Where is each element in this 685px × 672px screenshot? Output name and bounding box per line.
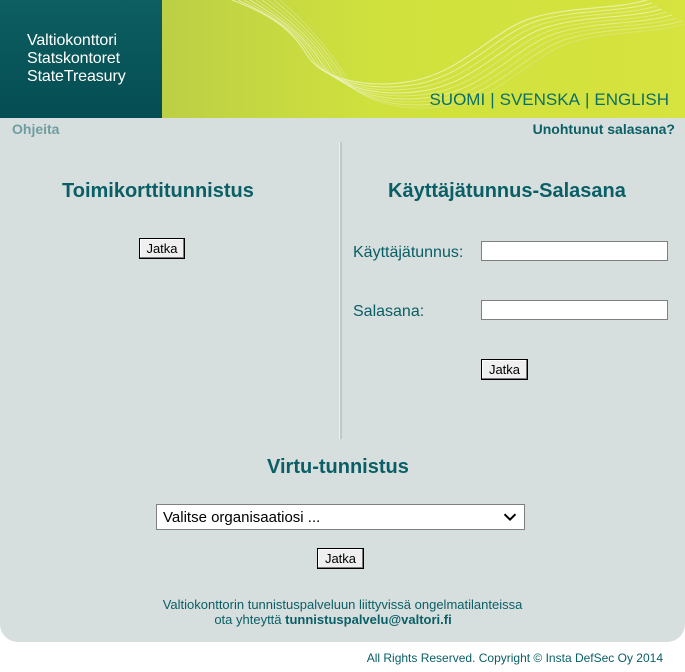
organization-logo (0, 0, 162, 118)
card-auth-continue-button[interactable]: Jatka (139, 238, 185, 259)
support-message (0, 597, 685, 627)
language-separator: | (490, 90, 495, 109)
header (0, 0, 685, 118)
virtu-auth-title: Virtu-tunnistus (267, 456, 409, 478)
logo-line-finnish: Valtiokonttori (27, 32, 117, 49)
support-line: Valtiokonttorin tunnistuspalveluun liittyvissä ongelmatilanteissa (162, 597, 523, 612)
language-suomi-link[interactable]: SUOMI (429, 90, 486, 109)
support-contact-prefix: ota yhteyttä (214, 612, 282, 627)
language-english-link[interactable]: ENGLISH (594, 90, 669, 109)
chevron-down-icon (503, 512, 517, 522)
password-input[interactable] (481, 300, 668, 320)
copyright-notice: All Rights Reserved. Copyright © Insta DefSec Oy 2014 (366, 651, 663, 665)
username-label: Käyttäjätunnus: (353, 244, 464, 261)
forgot-password-link[interactable]: Unohtunut salasana? (532, 121, 675, 137)
section-divider (339, 142, 342, 439)
password-auth-continue-button[interactable]: Jatka (481, 359, 528, 380)
organization-select-value: Valitse organisaatiosi ... (163, 509, 321, 526)
help-link[interactable]: Ohjeita (12, 121, 60, 137)
logo-line-swedish: Statskontoret (27, 50, 120, 67)
language-switcher (429, 90, 669, 110)
password-auth-title: Käyttäjätunnus-Salasana (388, 180, 626, 202)
organization-select[interactable] (156, 504, 525, 530)
virtu-auth-continue-button[interactable]: Jatka (317, 548, 364, 569)
language-svenska-link[interactable]: SVENSKA (499, 90, 580, 109)
support-email-link[interactable]: tunnistuspalvelu@valtori.fi (285, 612, 452, 627)
support-contact-line (0, 612, 685, 627)
language-separator: | (584, 90, 590, 109)
password-label: Salasana: (353, 303, 425, 320)
authentication-panel (0, 118, 685, 642)
logo-line-english: StateTreasury (27, 68, 126, 85)
card-auth-title: Toimikorttitunnistus (62, 180, 254, 202)
username-input[interactable] (481, 241, 668, 261)
